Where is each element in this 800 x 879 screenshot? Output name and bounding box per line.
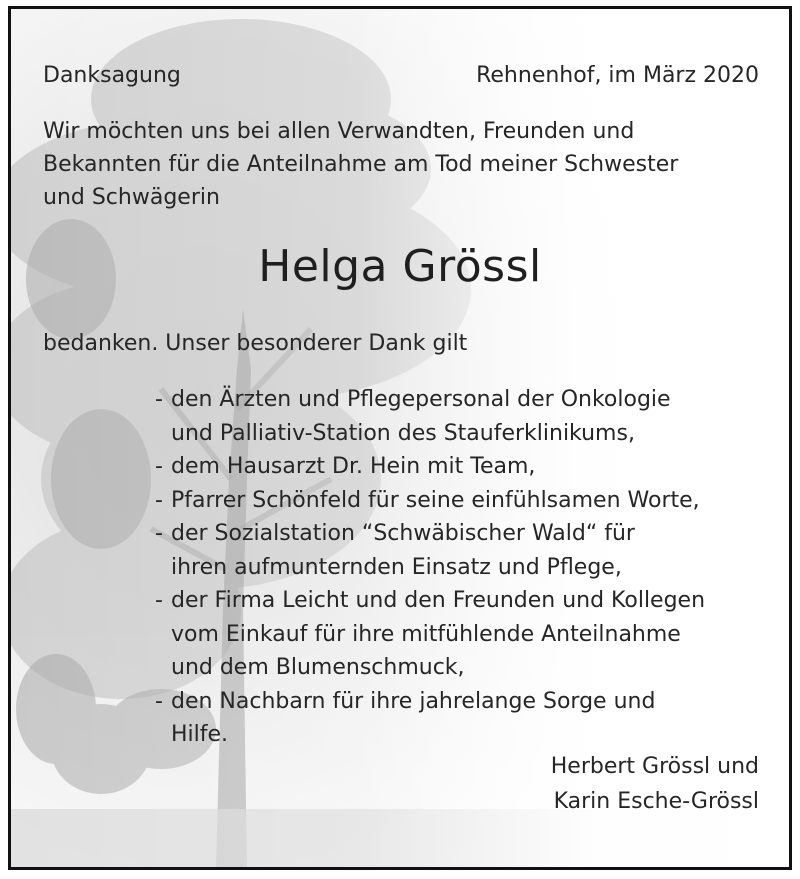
list-item-line: vom Einkauf für ihre mitfühlende Anteilnahme: [171, 621, 681, 647]
intro-line: Wir möchten uns bei allen Verwandten, Freunden und: [43, 119, 635, 144]
list-item-line: - Pfarrer Schönfeld für seine einfühlsamen Worte,: [171, 487, 700, 513]
intro-paragraph: [43, 115, 763, 214]
obituary-notice: [8, 6, 792, 870]
signature-line: Herbert Grössl und: [550, 754, 759, 779]
deceased-name: Helga Grössl: [258, 241, 542, 292]
thanks-list: [155, 383, 705, 752]
list-item: [155, 484, 705, 518]
heading-danksagung: Danksagung: [43, 63, 181, 88]
intro-line: und Schwägerin: [43, 185, 220, 210]
list-item: [155, 685, 705, 752]
intro-line: Bekannten für die Anteilnahme am Tod meiner Schwester: [43, 152, 679, 177]
list-item-line: - dem Hausarzt Dr. Hein mit Team,: [171, 454, 536, 479]
list-item-line: und dem Blumenschmuck,: [171, 655, 465, 680]
list-item-line: und Palliativ-Station des Stauferklinikums,: [171, 420, 635, 446]
list-item-line: Hilfe.: [171, 722, 229, 747]
list-item-line: - den Nachbarn für ihre jahrelange Sorge und: [171, 688, 656, 714]
signature-line: Karin Esche-Grössl: [553, 789, 759, 814]
list-item: [155, 450, 705, 484]
list-item: [155, 584, 705, 685]
thanks-intro: bedanken. Unser besonderer Dank gilt: [43, 331, 468, 356]
list-item-line: - der Firma Leicht und den Freunden und Kollegen: [171, 588, 706, 613]
list-item-line: ihren aufmunternden Einsatz und Pflege,: [171, 554, 622, 580]
signature: [551, 749, 759, 819]
place-date: Rehnenhof, im März 2020: [476, 63, 759, 88]
list-item-line: - den Ärzten und Pflegepersonal der Onkologie: [171, 387, 671, 412]
list-item-line: - der Sozialstation “Schwäbischer Wald“ für: [171, 521, 635, 546]
list-item: [155, 383, 705, 450]
list-item: [155, 517, 705, 584]
